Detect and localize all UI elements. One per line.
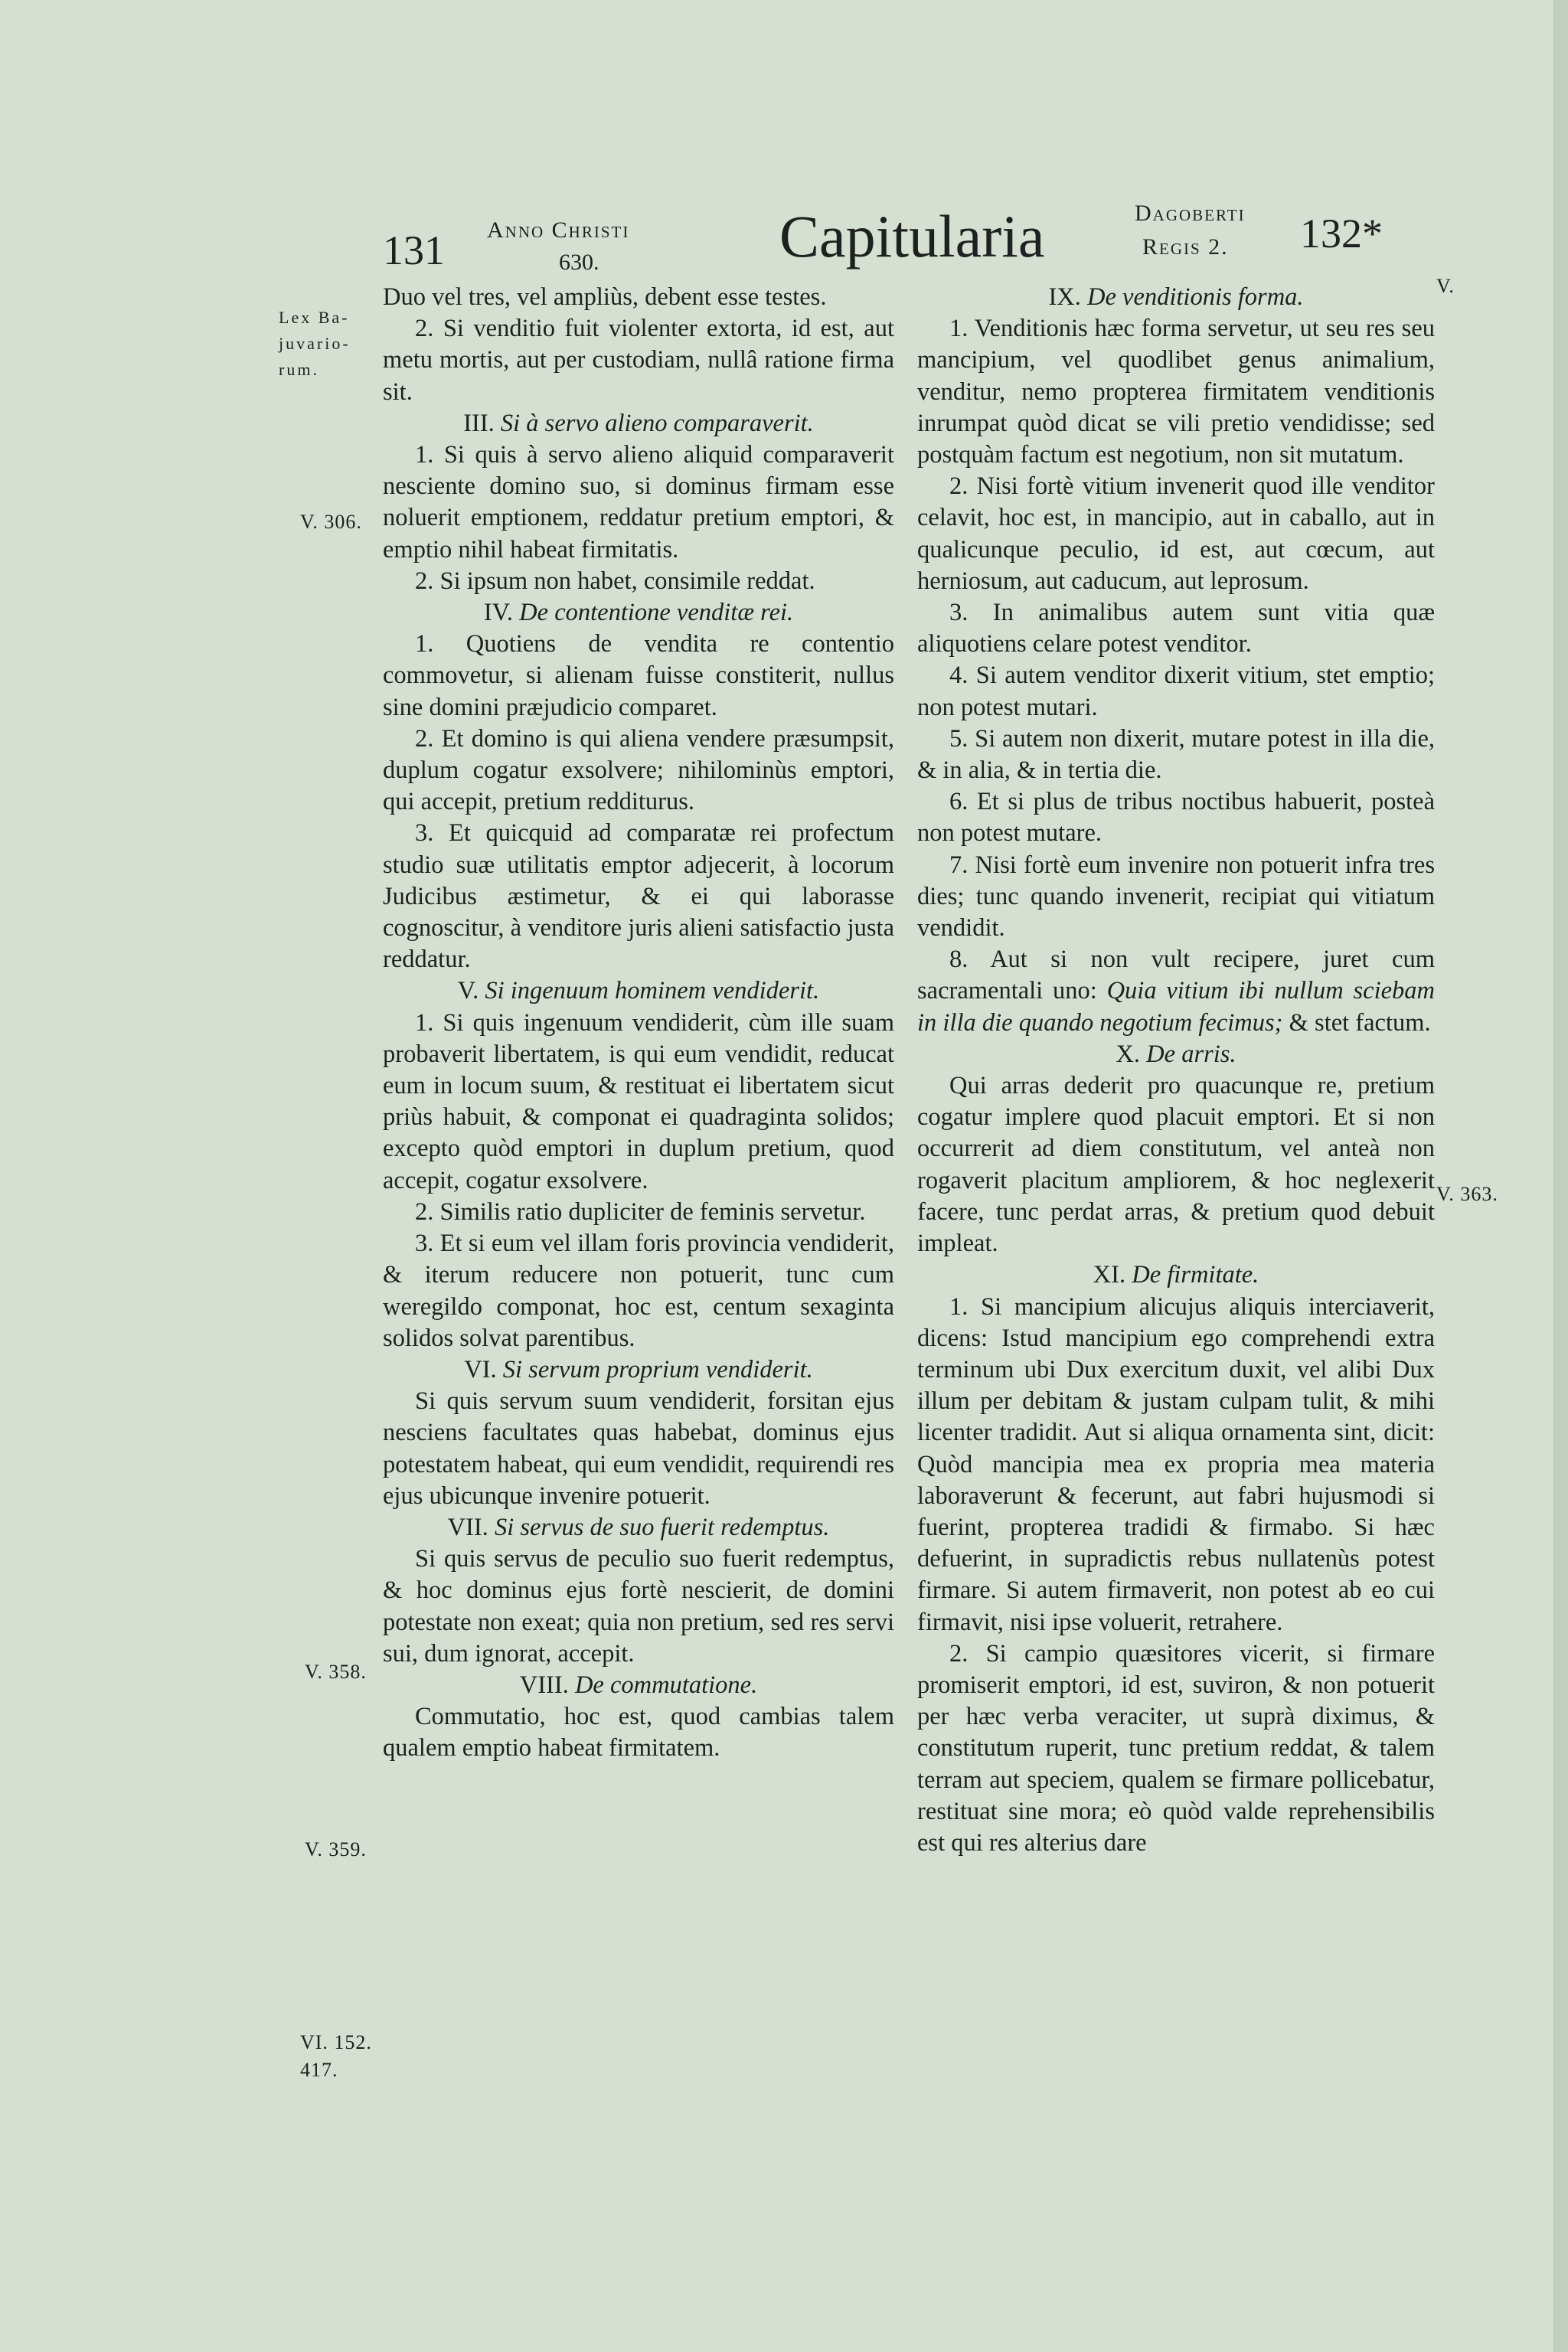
- regis: Regis 2.: [1142, 234, 1229, 260]
- section-heading: [383, 597, 894, 629]
- running-title: Capitularia: [779, 203, 1045, 270]
- section-number: X.: [1116, 1040, 1147, 1068]
- paragraph: 1. Venditionis hæc forma servetur, ut seu res seu mancipium, vel quodlibet genus animalium, venditur, nemo propterea firmitatem venditionis inrumpat quòd dicat se vili pretio vendidisse; sed postquàm factum est negotium, non sit mutatum.: [917, 315, 1435, 469]
- section-title: Si ingenuum hominem vendiderit.: [485, 977, 820, 1005]
- section-title: De contentione venditæ rei.: [519, 599, 794, 627]
- section-heading: [917, 1259, 1435, 1291]
- paragraph: Qui arras dederit pro quacunque re, pretium cogatur implere quod placuit emptori. Et si non occurrerit ad diem constitutum, vel anteà non rogaverit placitum ampliorem, & hoc neglexerit facere, tunc perdat arras, & pretium quod debuit impleat.: [917, 1072, 1435, 1258]
- section-number: III.: [463, 409, 501, 437]
- section-title: De venditionis forma.: [1087, 283, 1304, 311]
- margin-note-ref: V. 306.: [300, 511, 362, 533]
- paragraph: Commutatio, hoc est, quod cambias talem qualem emptio habeat firmitatem.: [383, 1703, 894, 1762]
- dagoberti: Dagoberti: [1135, 201, 1246, 226]
- paragraph: 2. Similis ratio dupliciter de feminis servetur.: [415, 1197, 866, 1226]
- section-heading: [383, 408, 894, 439]
- section-number: IV.: [483, 599, 520, 627]
- right-column: [917, 282, 1435, 1859]
- paragraph: 5. Si autem non dixerit, mutare potest in illa die, & in alia, & in tertia die.: [917, 724, 1435, 785]
- page-number-right: 132*: [1300, 211, 1383, 256]
- section-heading: [917, 282, 1435, 313]
- section-number: IX.: [1048, 283, 1087, 311]
- italic-oath: Quia vitium ibi nullum sciebam in illa die quando negotium fecimus;: [917, 977, 1435, 1037]
- page-edge: [1553, 0, 1568, 2352]
- section-number: VI.: [464, 1355, 503, 1383]
- margin-note-lex: Lex Ba-: [279, 308, 350, 327]
- margin-note-ref: V.: [1436, 275, 1455, 297]
- section-number: VIII.: [519, 1671, 575, 1699]
- paragraph: 1. Quotiens de vendita re contentio commovetur, si alienam fuisse constiterit, nullus sine domini præjudicio comparet.: [383, 630, 894, 721]
- section-number: VII.: [447, 1513, 495, 1541]
- paragraph: 1. Si quis à servo alieno aliquid comparaverit nesciente domino suo, si dominus firmam esse noluerit emptionem, reddatur pretium emptori, & emptio nihil habeat firmitatis.: [383, 441, 894, 564]
- margin-note-ref: VI. 152.: [300, 2031, 372, 2053]
- paragraph-text: & stet factum.: [1282, 1008, 1431, 1037]
- paragraph: Si quis servum suum vendiderit, forsitan ejus nesciens facultates quas habebat, dominus ejus potestatem habeat, qui eum vendidit, requirendi res ejus ubicunque invenire potuerit.: [383, 1387, 894, 1510]
- paragraph: [917, 944, 1435, 1039]
- margin-note-ref: V. 359.: [305, 1838, 367, 1860]
- page-number-left: 131: [383, 227, 445, 273]
- section-title: De arris.: [1146, 1040, 1236, 1068]
- paragraph: 1. Si mancipium alicujus aliquis interciaverit, dicens: Istud mancipium ego comprehendi extra terminum ubi Dux exercitum duxit, vel alibi Dux illum per debitam & justam culpam tulit, & mihi licenter tradidit. Aut si aliqua ornamenta sint, dicit: Quòd mancipia mea ex propria mea materia laboraverunt & fecerunt, aut fabri hujusmodi si fuerint, propterea tradidi & firmabo. Si hæc defuerint, in supradictis rebus nullatenùs potest firmare. Si autem firmaverit, non potest ab eo cui firmavit, nisi ipse voluerit, retrahere.: [917, 1292, 1435, 1636]
- section-heading: [383, 975, 894, 1007]
- margin-note-lex: juvario-: [279, 334, 351, 353]
- section-title: Si à servo alieno comparaverit.: [500, 409, 814, 437]
- paragraph: 2. Si venditio fuit violenter extorta, id est, aut metu mortis, aut per custodiam, nullâ ratione firma sit.: [383, 315, 894, 406]
- margin-note-ref: 417.: [300, 2059, 338, 2081]
- section-heading: [383, 1670, 894, 1701]
- anno-christi: Anno Christi: [487, 217, 630, 243]
- section-heading: [383, 1512, 894, 1544]
- paragraph: 2. Et domino is qui aliena vendere præsumpsit, duplum cogatur exsolvere; nihilominùs emptori, qui accepit, pretium redditurus.: [383, 724, 894, 816]
- section-title: De firmitate.: [1132, 1261, 1259, 1289]
- paragraph: 3. In animalibus autem sunt vitia quæ aliquotiens celare potest venditor.: [917, 599, 1435, 658]
- margin-note-ref: V. 358.: [305, 1661, 367, 1683]
- paragraph: 2. Nisi fortè vitium invenerit quod ille venditor celavit, hoc est, in mancipio, aut in caballo, aut in qualicunque peculio, id est, aut cœcum, aut herniosum, aut caducum, aut leprosum.: [917, 472, 1435, 595]
- margin-note-ref: V. 363.: [1436, 1183, 1498, 1205]
- paragraph: 1. Si quis ingenuum vendiderit, cùm ille suam probaverit libertatem, is qui eum vendidit, reducat eum in locum suum, & restituat ei libertatem sicut priùs habuit, & componat ei quadraginta solidos; excepto quòd emptori in duplum pretium, quod accepit, cogatur exsolvere.: [383, 1008, 894, 1194]
- margin-note-lex: rum.: [279, 360, 319, 379]
- paragraph: 4. Si autem venditor dixerit vitium, stet emptio; non potest mutari.: [917, 662, 1435, 721]
- section-number: XI.: [1093, 1261, 1132, 1289]
- section-number: V.: [457, 977, 485, 1005]
- paragraph: 2. Si campio quæsitores vicerit, si firmare promiserit emptori, id est, suviron, & non potuerit per hæc verba veraciter, ut suprà diximus, & constitutum ruperit, tunc pretium reddat, & talem terram aut speciem, qualem se firmare pollicebatur, restituat sine mora; eò quòd valde reprehensibilis est qui res alterius dare: [917, 1639, 1435, 1857]
- section-heading: [917, 1039, 1435, 1070]
- section-heading: [383, 1354, 894, 1386]
- year: 630.: [559, 250, 599, 275]
- left-column: [383, 282, 894, 1765]
- section-title: Si servum proprium vendiderit.: [502, 1355, 813, 1383]
- paragraph: 2. Si ipsum non habet, consimile reddat.: [415, 567, 815, 595]
- paragraph: Si quis servus de peculio suo fuerit redemptus, & hoc dominus ejus fortè nescierit, de domini potestate non exeat; quia non pretium, sed res servi sui, dum ignorat, accepit.: [383, 1545, 894, 1668]
- section-title: De commutatione.: [574, 1671, 758, 1699]
- paragraph: 7. Nisi fortè eum invenire non potuerit infra tres dies; tunc quando invenerit, recipiat qui vitiatum vendidit.: [917, 851, 1435, 942]
- paragraph: Duo vel tres, vel ampliùs, debent esse testes.: [383, 283, 827, 311]
- section-title: Si servus de suo fuerit redemptus.: [494, 1513, 830, 1541]
- paragraph: 6. Et si plus de tribus noctibus habuerit, posteà non potest mutare.: [917, 788, 1435, 848]
- paragraph: 3. Et si eum vel illam foris provincia vendiderit, & iterum reducere non potuerit, tunc cum weregildo componat, hoc est, centum sexaginta solidos solvat parentibus.: [383, 1230, 894, 1352]
- paragraph-text: 8. Aut si non vult recipere, juret cum sacramentali uno:: [917, 946, 1435, 1005]
- paragraph: 3. Et quicquid ad comparatæ rei profectum studio suæ utilitatis emptor adjecerit, à locorum Judicibus æstimetur, & ei qui laborasse cognoscitur, à venditore juris alieni satisfactio justa reddatur.: [383, 819, 894, 974]
